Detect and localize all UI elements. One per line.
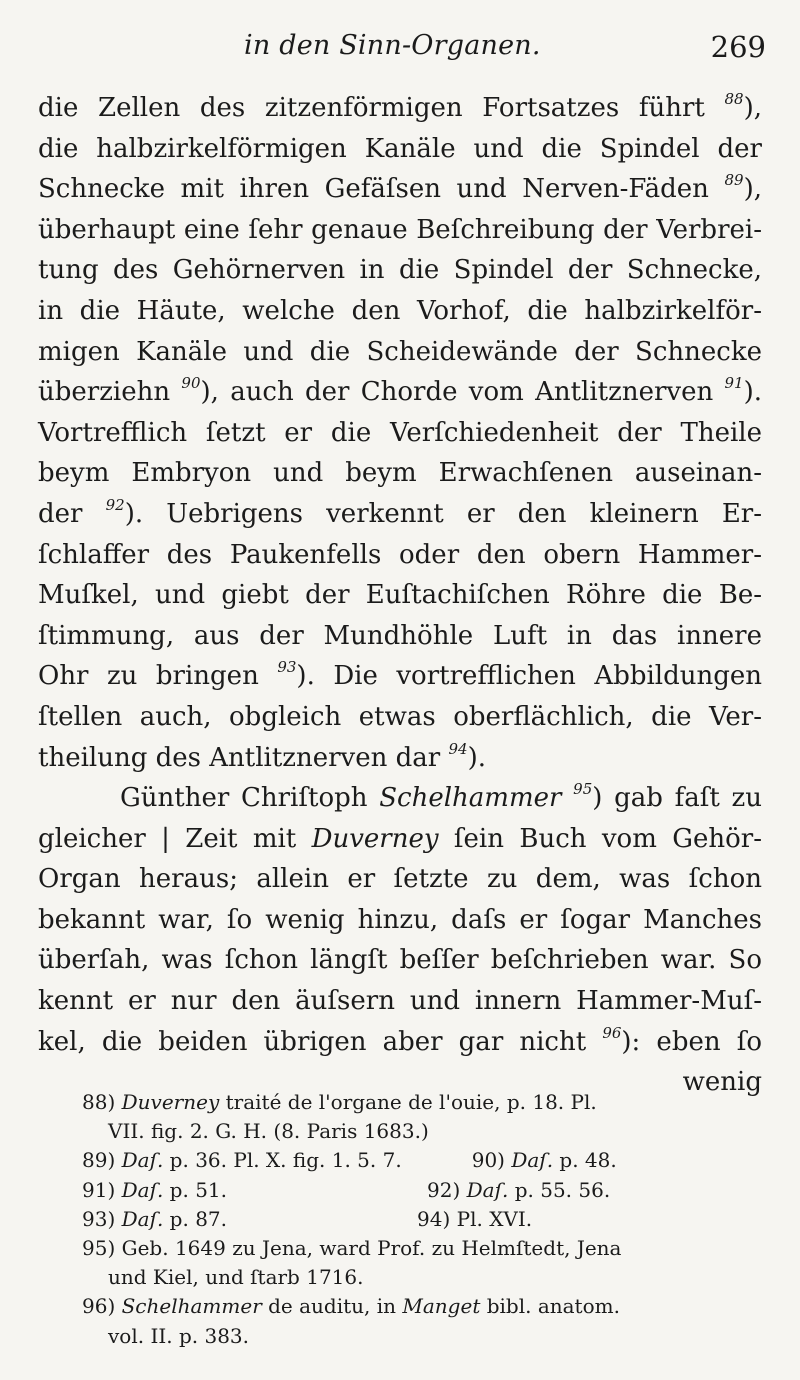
text-line: gleicher | Zeit mit Duverney ſein Buch vom Gehör- (38, 823, 762, 854)
text-line: der $^{92}$). Uebrigens verkennt er den kleinern Er- (38, 495, 763, 529)
footnote-ref-89[interactable]: 89 (724, 171, 744, 190)
footnote-ref-96[interactable]: 96 (602, 1023, 622, 1042)
catchword: wenig (682, 1067, 762, 1098)
footnote-91-92: 91) Daſ. p. 51. 92) Daſ. p. 55. 56. (82, 1177, 611, 1202)
footnote-96: 96) Schelhammer de auditu, in Manget bibl. anatom. (82, 1294, 620, 1319)
text-line: migen Kanäle und die Scheidewände der Schnecke (38, 336, 762, 367)
footnote-ref-93[interactable]: 93 (277, 658, 297, 677)
text-line: Vortrefflich ſetzt er die Verſchiedenheit der Theile (38, 417, 762, 448)
text-line: in die Häute, welche den Vorhof, die halbzirkelför- (38, 295, 762, 326)
footnote-89-90: 89) Daſ. p. 36. Pl. X. fig. 1. 5. 7. 90) Daſ. p. 48. (82, 1148, 617, 1173)
footnote-88: 88) Duverney traité de l'organe de l'ouie, p. 18. Pl. (82, 1090, 597, 1114)
running-head: in den Sinn-Organen. (244, 30, 541, 61)
person-name: Schelhammer (379, 783, 562, 814)
text-line: beym Embryon und beym Erwachſenen auseinan- (38, 458, 762, 489)
footnote-95: 95) Geb. 1649 zu Jena, ward Prof. zu Helmſtedt, Jena (82, 1235, 622, 1260)
text-line: ſtimmung, aus der Mundhöhle Luft in das innere (38, 620, 762, 651)
text-line: kennt er nur den äuſsern und innern Hammer-Muſ- (38, 986, 762, 1017)
text-line: theilung des Antlitznerven dar $^{94}$). (38, 739, 486, 773)
text-line: überſah, was ſchon längſt beſſer beſchrieben war. So (38, 945, 762, 976)
text-line: die Zellen des zitzenförmigen Fortsatzes führt $^{88}$), (38, 90, 763, 123)
text-line: ſtellen auch, obgleich etwas oberflächlich, die Ver- (38, 701, 762, 732)
footnote-ref-91[interactable]: 91 (724, 374, 744, 393)
footnote-88-cont: VII. fig. 2. G. H. (8. Paris 1683.) (108, 1119, 429, 1144)
footnote-95-cont: und Kiel, und ſtarb 1716. (108, 1265, 364, 1290)
main-text (38, 88, 762, 1103)
text-line: überziehn $^{90}$), auch der Chorde vom Antlitznerven $^{91}$). (38, 374, 763, 408)
footnotes (82, 1088, 772, 1351)
text-line: tung des Gehörnerven in die Spindel der Schnecke, (38, 255, 762, 286)
footnote-ref-95[interactable]: 95 (573, 780, 593, 799)
text-line: Organ heraus; allein er ſetzte zu dem, was ſchon (38, 864, 762, 895)
footnote-96-cont: vol. II. p. 383. (108, 1323, 250, 1348)
footnote-ref-94[interactable]: 94 (448, 739, 468, 758)
text-line: Schnecke mit ihren Gefäſsen und Nerven-Fäden $^{89}$), (38, 171, 762, 205)
footnote-ref-92[interactable]: 92 (105, 495, 125, 514)
text-line: die halbzirkelförmigen Kanäle und die Spindel der (38, 133, 762, 164)
page-number: 269 (710, 30, 766, 64)
text-line: überhaupt eine ſehr genaue Beſchreibung der Verbrei- (38, 214, 762, 245)
footnote-ref-90[interactable]: 90 (181, 374, 201, 393)
page-header (0, 22, 800, 72)
text-line: Ohr zu bringen $^{93}$). Die vortrefflichen Abbildungen (38, 658, 763, 692)
person-name: Duverney (311, 823, 439, 854)
footnote-93-94: 93) Daſ. p. 87. 94) Pl. XVI. (82, 1206, 533, 1231)
text-line: kel, die beiden übrigen aber gar nicht $^{96}$): eben ſo (38, 1023, 762, 1057)
text-line: bekannt war, ſo wenig hinzu, daſs er ſogar Manches (38, 904, 762, 935)
text-line: Muſkel, und giebt der Euſtachiſchen Röhre die Be- (38, 580, 762, 611)
footnote-ref-88[interactable]: 88 (724, 90, 744, 108)
text-line: Günther Chriſtoph Schelhammer $^{95}$) gab faſt zu (120, 780, 762, 814)
text-line: ſchlaffer des Paukenfells oder den obern Hammer- (38, 539, 762, 570)
